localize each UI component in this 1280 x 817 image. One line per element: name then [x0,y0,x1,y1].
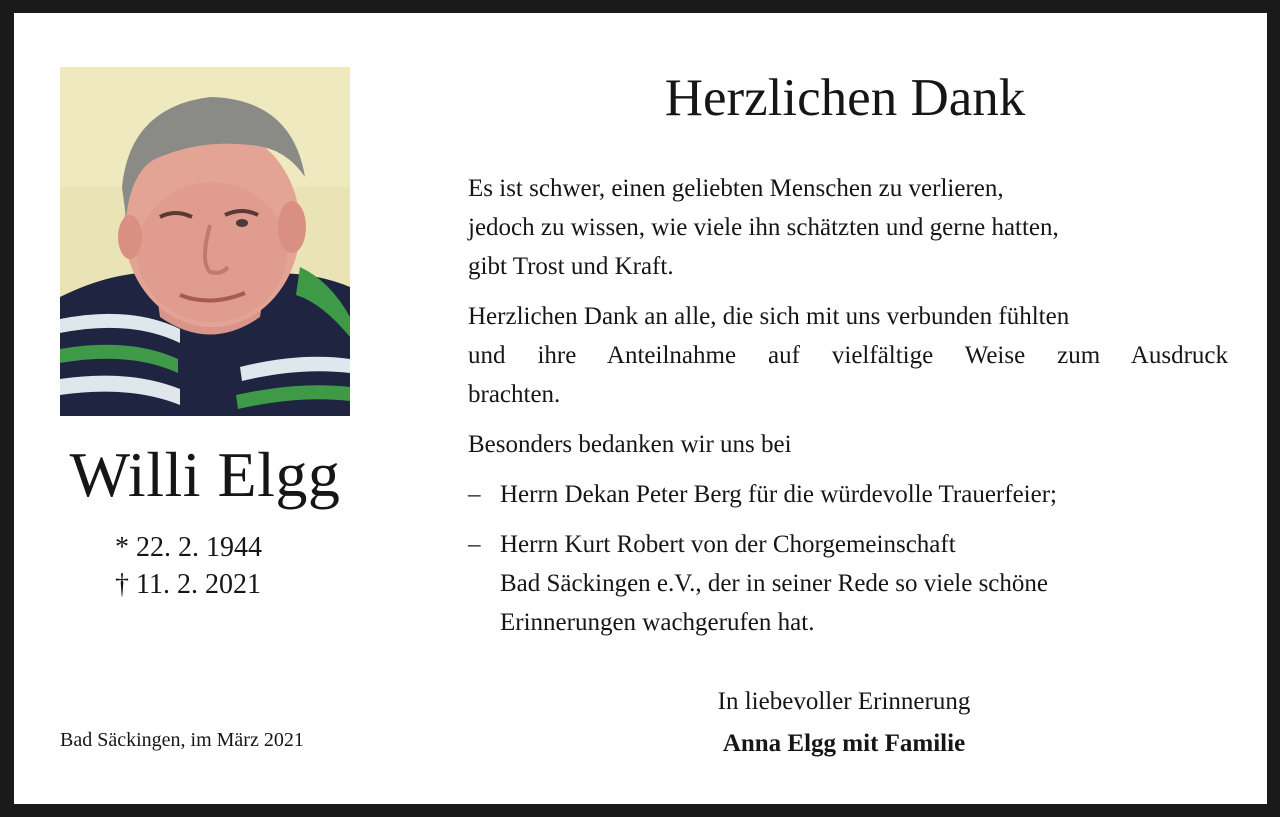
text-line: Bad Säckingen e.V., der in seiner Rede so viele schöne [500,570,1048,597]
text-line: gibt Trost und Kraft. [468,253,674,280]
text-line: Herrn Kurt Robert von der Chorgemeinschaft [500,531,956,558]
item-text: Herrn Dekan Peter Berg für die würdevolle Trauerfeier; [500,481,1057,508]
text-line: Es ist schwer, einen geliebten Menschen zu verlieren, [468,175,1004,202]
family-signature: Anna Elgg mit Familie [722,730,966,757]
item-text [500,525,1048,642]
closing-line: In liebevoller Erinnerung [717,688,971,715]
deceased-name: Willi Elgg [69,439,341,510]
life-dates [115,529,262,603]
dash-bullet: – [468,481,481,508]
closing-block [664,681,1024,765]
text-line: und ihre Anteilnahme auf vielfältige Weise zum Ausdruck [468,342,1228,369]
message-body [468,169,1228,653]
text-line: brachten. [468,381,561,408]
place-date: Bad Säckingen, im März 2021 [60,729,304,751]
text-line: Erinnerungen wachgerufen hat. [500,609,815,636]
paragraph-1 [468,169,1228,286]
text-line: jedoch zu wissen, wie viele ihn schätzten und gerne hatten, [468,214,1059,241]
obituary-card [14,13,1267,804]
text-line: Herzlichen Dank an alle, die sich mit uns verbunden fühlten [468,303,1070,330]
death-date: † 11. 2. 2021 [115,569,261,600]
portrait-photo [60,67,350,416]
paragraph-2 [468,297,1228,414]
list-item [468,475,1228,514]
page-title: Herzlichen Dank [664,69,1026,127]
list-item [468,525,1228,642]
paragraph-3: Besonders bedanken wir uns bei [468,431,792,458]
birth-date: * 22. 2. 1944 [115,532,262,563]
dash-bullet: – [468,531,481,558]
